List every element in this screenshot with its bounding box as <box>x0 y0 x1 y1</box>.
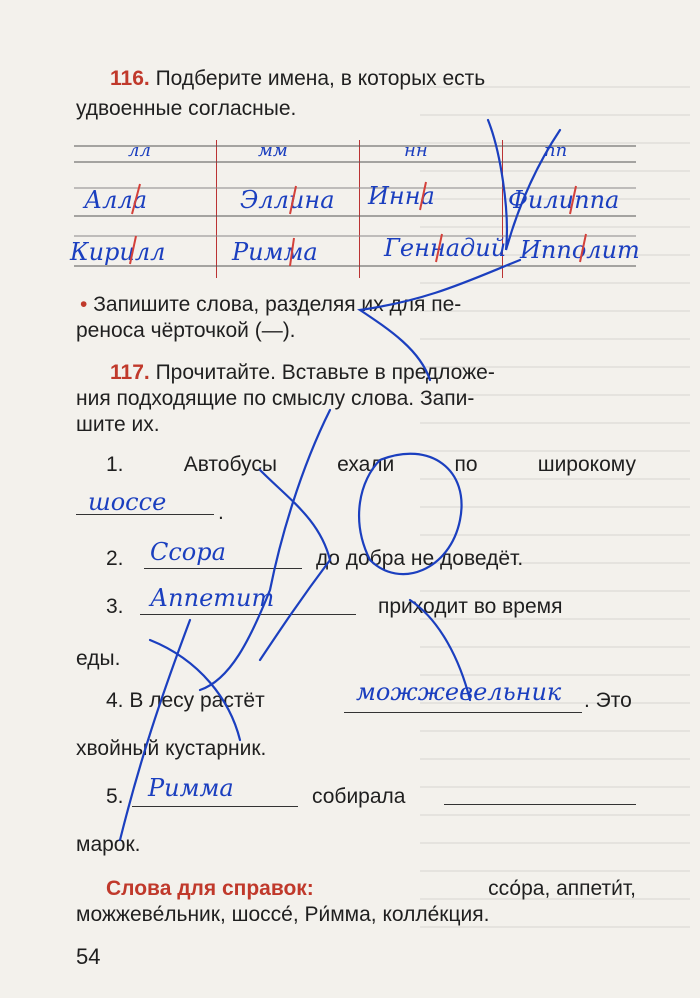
header-ll: лл <box>128 140 151 161</box>
table-cell <box>503 140 646 186</box>
sentence-4-cont: хвойный кустарник. <box>76 737 267 760</box>
word: Автобусы <box>183 453 277 476</box>
reference-line2: можжеве́льник, шоссе́, Ри́мма, колле́кция. <box>76 903 490 926</box>
bullet-icon: • <box>80 293 88 316</box>
sentence-3-text: приходит во время <box>378 595 563 618</box>
exercise-117-text: Прочитайте. Вставьте в предложе- <box>155 361 495 384</box>
blank-line <box>144 568 302 569</box>
sentence-2-num: 2. <box>106 547 124 570</box>
answer-mozhzhevelnik: можжевельник <box>356 678 562 706</box>
sentence-5-num: 5. <box>106 785 124 808</box>
page-number: 54 <box>76 944 101 969</box>
word: ехали <box>337 453 395 476</box>
word: широкому <box>537 453 636 476</box>
answer-gennadij: Геннадий <box>384 234 507 262</box>
exercise-116-line2: удвоенные согласные. <box>76 97 297 120</box>
answer-inna: Инна <box>368 182 435 210</box>
answer-ssora: Ссора <box>150 538 226 566</box>
answer-rimma-2: Римма <box>148 774 234 802</box>
header-nn: нн <box>404 140 428 161</box>
reference-line1 <box>106 876 636 902</box>
exercise-117-line3: шите их. <box>76 413 160 436</box>
exercise-116-text: Подберите имена, в которых есть <box>155 67 486 90</box>
reference-words-1: ссо́ра, аппети́т, <box>488 877 636 900</box>
answer-ellina: Эллина <box>240 186 335 214</box>
sentence-4-end: . Это <box>584 689 632 712</box>
exercise-117-line1 <box>110 360 495 386</box>
answer-kirill: Кирилл <box>70 238 166 266</box>
blank-line <box>444 804 636 805</box>
table-cell <box>217 140 360 186</box>
exercise-116-bullet-line1 <box>80 292 461 318</box>
bullet-text: Запишите слова, разделяя их для пе- <box>93 293 462 316</box>
header-mm: мм <box>258 140 288 161</box>
reference-label: Слова для справок: <box>106 877 314 900</box>
sentence-4-start: 4. В лесу растёт <box>106 689 265 712</box>
blank-line <box>140 614 356 615</box>
word: по <box>454 453 478 476</box>
answer-ippolit: Ипполит <box>520 236 640 264</box>
exercise-117-number: 117. <box>110 361 150 384</box>
sentence-2-text: до добра не доведёт. <box>316 547 524 570</box>
blank-line <box>132 806 298 807</box>
sentence-5-text: собирала <box>312 785 406 808</box>
sentence-1-end: . <box>218 501 224 524</box>
sentence-3-num: 3. <box>106 595 124 618</box>
answer-shosse: шоссе <box>88 488 167 516</box>
sentence-3-cont: еды. <box>76 647 121 670</box>
table-cell <box>360 140 503 186</box>
blank-line <box>344 712 582 713</box>
exercise-116-bullet-line2: реноса чёрточкой (—). <box>76 319 296 342</box>
answer-appetit: Аппетит <box>150 584 275 612</box>
answer-alla: Алла <box>84 186 148 214</box>
answer-filippa: Филиппа <box>508 186 620 214</box>
answer-rimma: Римма <box>232 238 318 266</box>
header-pp: пп <box>544 140 568 161</box>
sentence-1 <box>106 452 636 478</box>
exercise-117-line2: ния подходящие по смыслу слова. Запи- <box>76 387 475 410</box>
word: 1. <box>106 453 124 476</box>
exercise-116-line1 <box>110 66 485 92</box>
sentence-5-cont: марок. <box>76 833 141 856</box>
exercise-116-number: 116. <box>110 67 150 90</box>
